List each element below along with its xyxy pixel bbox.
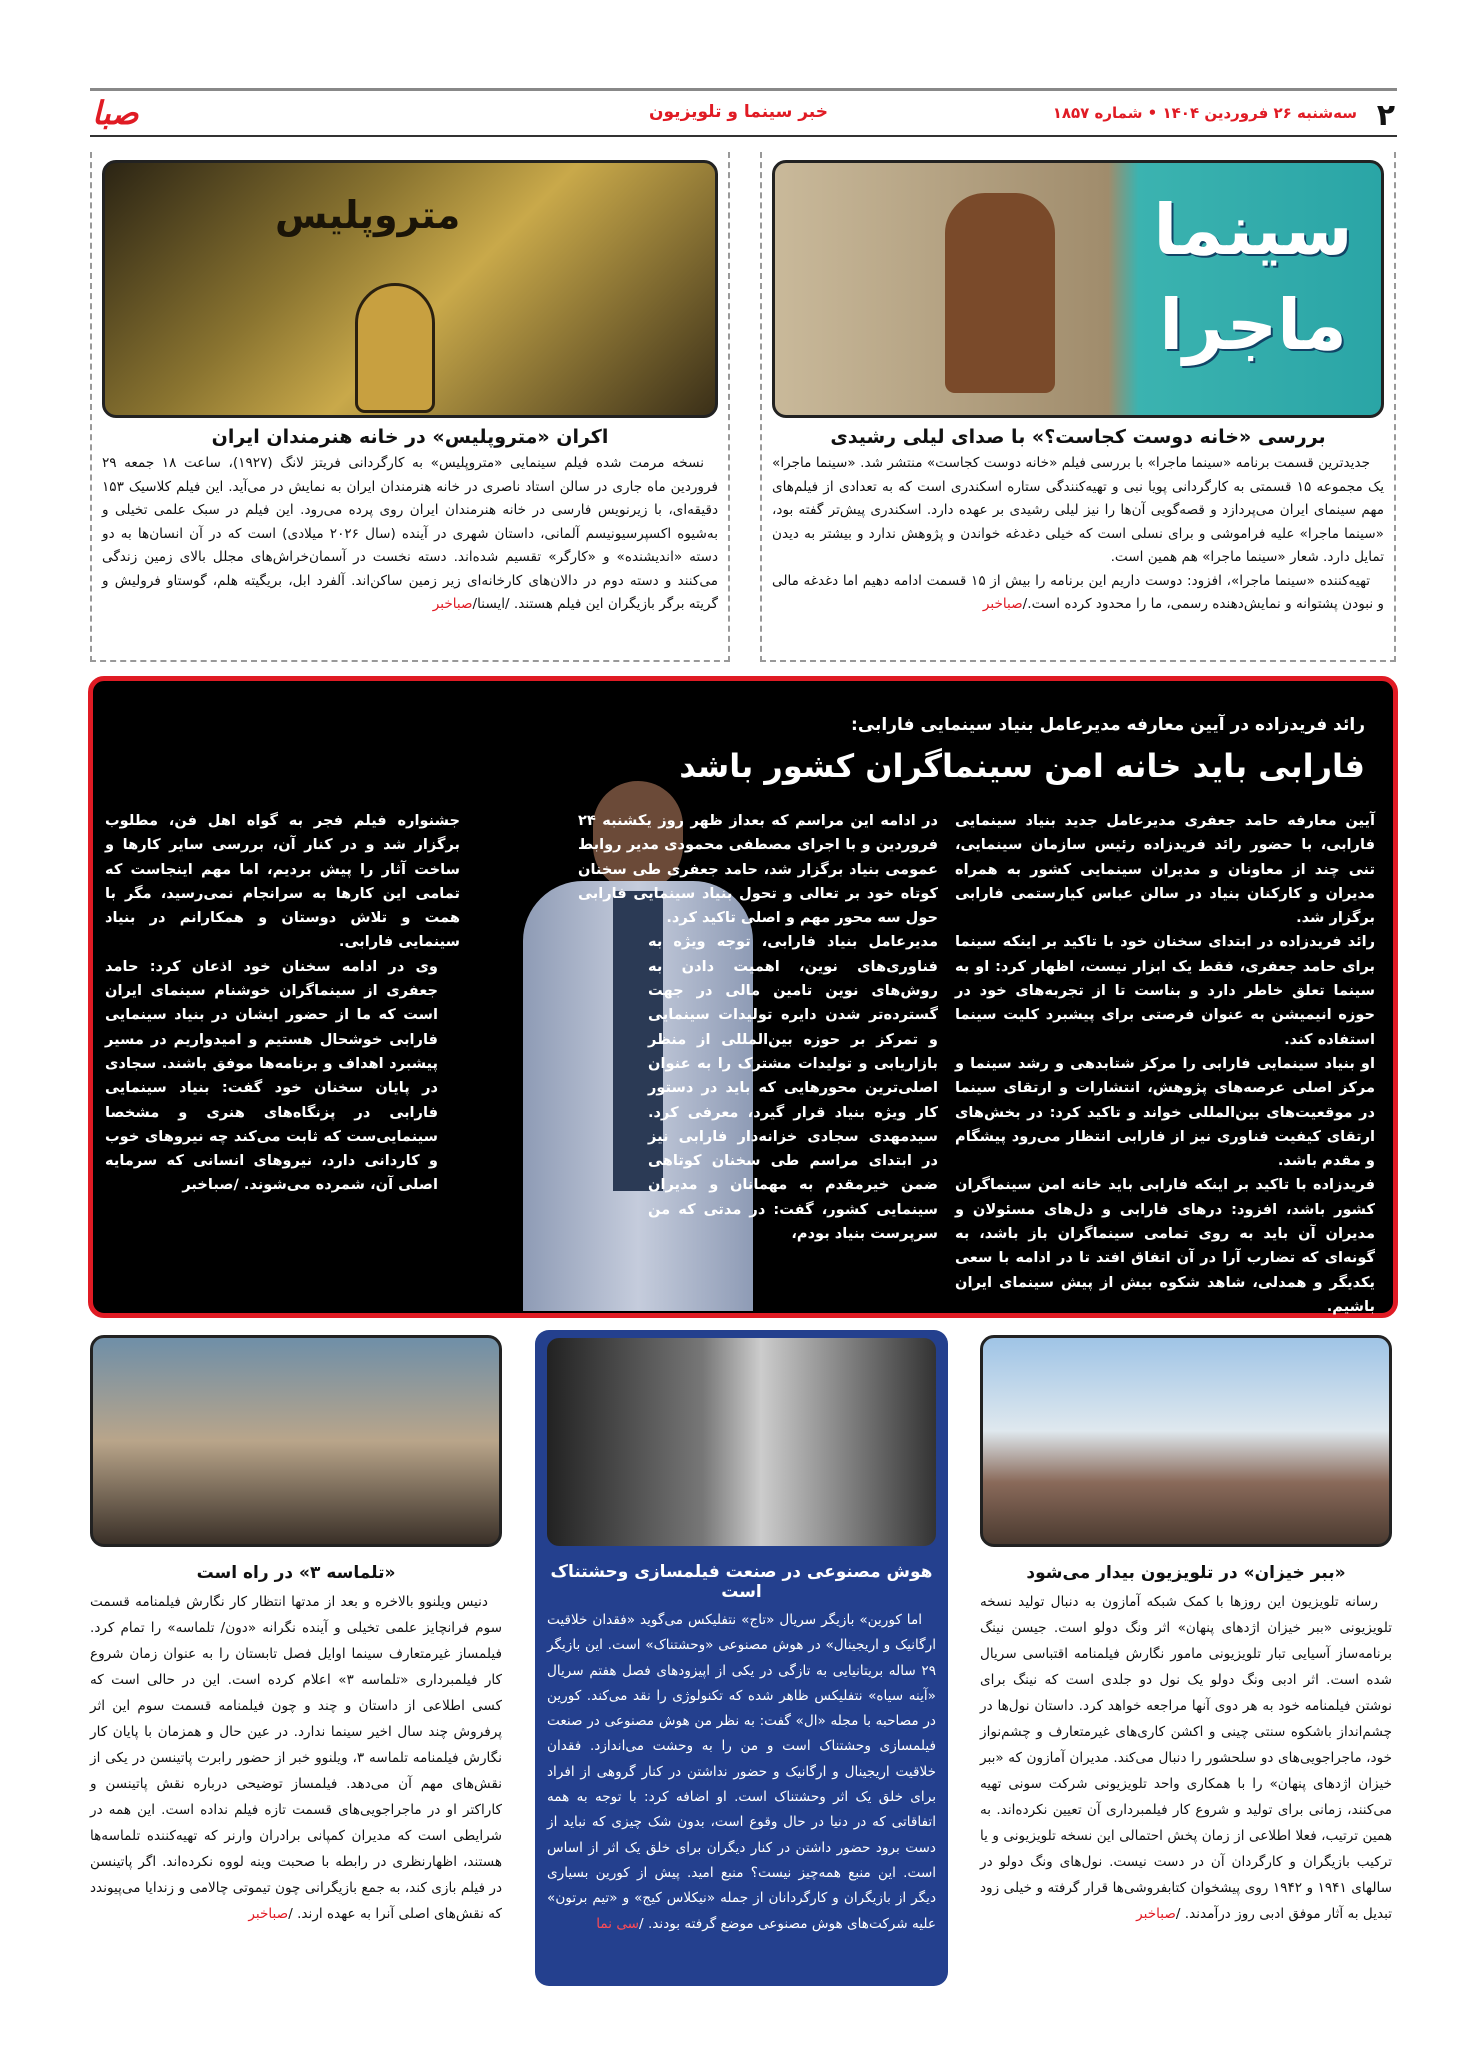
article-title: «تلماسه ۳» در راه است [196,1563,396,1583]
header-bottom-rule [90,135,1397,137]
source-credit: صباخبر [182,1176,234,1194]
paragraph: او بنیاد سینمایی فارابی را مرکز شتابدهی و رشد سینما و مرکز اصلی عرصه‌های پژوهش، انتشارات و ارتقای سینما در موقعیت‌های بین‌المللی خواند و تاکید کرد: در بخش‌های ارتقای کیفیت فناوری نیز از فارابی انتظار می‌رود پیشگام و مقدم باشد. [955,1054,1375,1170]
article-body [90,1589,502,1927]
boy-figure [945,193,1055,393]
crouching-tiger-image [980,1335,1392,1547]
paragraph: دنیس ویلنوو بالاخره و بعد از مدتها انتظار کار نگارش فیلمنامه قسمت سوم فرانچایز علمی تخیلی و آینده نگرانه «دون/ تلماسه» را تمام کرد. فیلمساز غیرمتعارف سینما اوایل فصل تابستان را به عنوان زمان شروع کار فیلمبرداری «تلماسه ۳» اعلام کرده است. این در حالی است که کسی اطلاعی از داستان و چند و چون فیلمنامه قسمت سوم این اثر پرفروش چند سال اخیر سینما ندارد. در عین حال و همزمان با پایان کار نگارش فیلمنامه تلماسه ۳، ویلنوو خبر از حضور رابرت پاتینسن در یکی از نقش‌های مهم آن می‌دهد. فیلمساز توضیحی درباره نقش پاتینسن و کاراکتر او در ماجراجویی‌های قسمت تازه فیلم نداده است. این همه در شرایطی است که مدیران کمپانی برادران وارنر که تهیه‌کننده تلماسه‌ها هستند، اظهارنظری در رابطه با صحبت وینه لووه نکرده‌اند. اگر پاتینسن در فیلم بازی کند، به جمع بازیگرانی چون تیموتی چالامی و زندایا می‌پیوندد که نقش‌های اصلی آنرا به عهده ارند. / [90,1594,502,1922]
metropolis-poster-logo: متروپلیس [275,193,461,237]
feature-column-3 [105,809,460,1198]
issue-date: سه‌شنبه ۲۶ فروردین ۱۴۰۴ • شماره ۱۸۵۷ [1052,104,1357,122]
article-ai [535,1330,948,1986]
paragraph: فریدزاده با تاکید بر اینکه فارابی باید خانه امن سینماگران کشور باشد، افزود: درهای فارابی و دل‌های مسئولان و مدیران آن باید به روی تمامی سینماگران باز باشد، به گونه‌ای که تضارب آرا در آن اتفاق افتد تا در ادامه با سعی یکدیگر و همدلی، شاهد شکوه بیش از پیش سینمای ایران باشیم. [955,1176,1375,1315]
source-credit: صباخبر [248,1906,289,1922]
paragraph: وی در ادامه سخنان خود اذعان کرد: حامد جعفری از سینماگران خوشنام سینمای ایران است که ما از حضور ایشان در بنیاد سینمایی فارابی خوشحال هستیم و امیدواریم در مسیر پیشبرد اهداف و برنامه‌ها موفق باشند. سجادی در پایان سخنان خود گفت: بنیاد سینمایی فارابی در پزنگاه‌های هنری و مشخصا سینمایی‌ست که ثابت می‌کند چه نیروهای خوب و کاردانی دارد، نیروهای انسانی که سرمایه اصلی آن، شمرده می‌شوند. / [105,957,438,1194]
source-credit: صباخبر [1136,1906,1176,1922]
article-title: هوش مصنوعی در صنعت فیلمسازی وحشتناک است [550,1562,933,1602]
paragraph: جشنواره فیلم فجر به گواه اهل فن، مطلوب برگزار شد و در کنار آن، بررسی سایر کارها و ساخت آثار را پیش بردیم، اما مهم اینجاست که تمامی این کارها به سرانجام نمی‌رسید، مگر با همت و تلاش دوستان و همکارانم در بنیاد سینمایی فارابی. [105,812,460,951]
paragraph: اما کورین» بازیگر سریال «تاج» نتفلیکس می‌گوید «فقدان خلاقیت ارگانیک و اریجینال» در هوش مصنوعی «وحشتناک» است. این بازیگر ۲۹ ساله بریتانیایی به تازگی در یکی از اپیزودهای فصل هفتم سریال «آینه سیاه» نتفلیکس ظاهر شده که تکنولوژی را نقد می‌کند. کورین در مصاحبه با مجله «ال» گفت: به نظر من هوش مصنوعی در صنعت فیلمسازی وحشتناک است و من را به وحشت می‌اندازد. فقدان خلاقیت اریجینال و ارگانیک و حضور نداشتن در کنار گروهی از افراد برای خلق یک اثر وحشتناک است. او اضافه کرد: با توجه به همه اتفاقاتی که در دنیا در حال وقوع است، بدون شک چیزی که نباید از دست برود حضور داشتن در کنار دیگران برای خلق یک اثر از اساس است. این منبع همه‌چیز نیست؟ منبع امید. پیش از کورین بسیاری دیگر از بازیگران و کارگردانان از جمله «نیکلاس کیج» و «تیم برتون» علیه شرکت‌های هوش مصنوعی موضع گرفته بودند. / [547,1612,936,1932]
article-body [547,1608,936,1937]
ai-article-image [547,1338,936,1546]
paragraph: رسانه تلویزیون این روزها با کمک شبکه آمازون به دنبال تولید نسخه تلویزیونی «ببر خیزان اژدهای پنهان» اثر ونگ دولو است. جیسن نینگ برنامه‌ساز آسیایی تبار تلویزیونی مامور نگارش فیلمنامه اقتباسی سریال شده است. اثر ادبی ونگ دولو یک نول دو جلدی است که نینگ برای نوشتن فیلمنامه خود به هر دوی آنها مراجعه خواهد کرد. داستان نول‌ها در چشم‌انداز باشکوه سنتی چینی و اکشن کاری‌های غیرمتعارف و چشم‌نواز خود، ماجراجویی‌های دو سلحشور را دنبال می‌کند. مدیران آمازون که «ببر خیزان اژدهای پنهان» را با همکاری واحد تلویزیونی شرکت سونی تهیه می‌کنند، زمانی برای تولید و شروع کار فیلمبرداری آن تعیین نکرده‌اند. به همین ترتیب، فعلا اطلاعی از زمان پخش احتمالی این نسخه تلویزیونی و یا ترکیب بازیگران و کارگردان آن در دست نیست. نول‌های ونگ دولو در سالهای ۱۹۴۱ و ۱۹۴۲ روی پیشخوان کتابفروشی‌ها قرار گرفته و خیلی زود تبدیل به آثار موفق ادبی روز درآمدند. / [980,1594,1392,1922]
feature-kicker: رائد فریدزاده در آیین معارفه مدیرعامل بنیاد سینمایی فارابی: [851,715,1365,735]
dune-poster-image [90,1335,502,1547]
article-title: بررسی «خانه دوست کجاست؟» با صدای لیلی رشیدی [830,426,1326,448]
feature-column-2 [578,809,938,1246]
paragraph: رائد فریدزاده در ابتدای سخنان خود با تاکید بر اینکه سینما برای حامد جعفری، فقط یک ابزار نیست، اظهار کرد: او به سینما تعلق خاطر دارد و بناست تا از تجربه‌های خود در حوزه انیمیشن به عنوان فرصتی برای پیشبرد کلیت سینما استفاده کند. [955,933,1375,1048]
source-credit: سی نما [596,1915,640,1932]
metropolis-poster-image [102,160,718,418]
source-credit: صباخبر [982,596,1023,612]
source-credit: صباخبر [432,596,473,612]
paragraph: آیین معارفه حامد جعفری مدیرعامل جدید بنیاد سینمایی فارابی، با حضور رائد فریدزاده رئیس سازمان سینمایی، تنی چند از معاونان و مدیران سینمایی کشور به همراه مدیران و کارکنان بنیاد در سالن عباس کیارستمی فارابی برگزار شد. [955,812,1375,927]
feature-headline: فارابی باید خانه امن سینماگران کشور باشد [679,747,1365,785]
article-sinema-majara [760,152,1396,662]
section-title: خبر سینما و تلویزیون [649,102,828,122]
header-top-rule [90,88,1397,91]
paragraph: جدیدترین قسمت برنامه «سینما ماجرا» با بررسی فیلم «خانه دوست کجاست» منتشر شد. «سینما ماجرا» یک مجموعه ۱۵ قسمتی به کارگردانی پویا نبی و تهیه‌کنندگی ستاره اسکندری است که به تعدادی از فیلم‌های مهم سینمای ایران می‌پردازد و قصه‌گویی آن‌ها را نیز لیلی رشیدی بر عهده دارد. اسکندری پیش‌تر گفته بود، «سینما ماجرا» علیه فراموشی و برای نسلی است که خیلی دغدغه خواندن و پژوهش ندارد و بیشتر به دیدن تمایل دارد. شعار «سینما ماجرا» هم همین است. [772,455,1384,565]
newspaper-logo: صبا [92,94,139,132]
paragraph: نسخه مرمت شده فیلم سینمایی «متروپلیس» به کارگردانی فریتز لانگ (۱۹۲۷)، ساعت ۱۸ جمعه ۲۹ فروردین ماه جاری در سالن استاد ناصری در خانه هنرمندان ایران به نمایش در می‌آید. این فیلم کلاسیک ۱۵۳ دقیقه‌ای، با زیرنویس فارسی در خانه هنرمندان ایران روی پرده می‌رود. این فیلم در سبک علمی تخیلی و به‌شیوه اکسپرسیونیسم آلمانی، داستان شهری در آینده (سال ۲۰۲۶ میلادی) است که در آن انسان‌ها به دو دسته «اندیشنده» و «کارگر» تقسیم شده‌اند. دسته نخست در آسمان‌خراش‌های مجلل بالای زمین زندگی می‌کنند و دسته دوم در دالان‌های کارخانه‌ای زیر زمین ساکن‌اند. آلفرد ابل، بریگیته هلم، گوستاو فرولیش و گریته برگر بازیگران این فیلم هستند. /ایسنا/ [102,455,718,612]
paragraph: مدیرعامل بنیاد فارابی، توجه ویژه به فناوری‌های نوین، اهمیت دادن به روش‌های نوین تامین مالی در جهت گسترده‌تر شدن دایره تولیدات سینمایی و تمرکز بر حوزه بین‌المللی از منظر بازاریابی و تولیدات مشترک را به عنوان اصلی‌ترین محورهایی که باید در دستور کار ویژه بنیاد قرار گیرد، معرفی کرد. سیدمهدی سجادی خزانه‌دار فارابی نیز در ابتدای مراسم طی سخنان کوتاهی ضمن خیرمقدم به مهمانان و مدیران سینمایی کشور، گفت: در مدتی که من سرپرست بنیاد بودم، [648,933,938,1243]
article-body [772,452,1384,617]
sinema-majara-logo: سینما ماجرا [1153,189,1353,366]
article-title: «ببر خیزان» در تلویزیون بیدار می‌شود [1026,1563,1346,1583]
paragraph: در ادامه این مراسم که بعداز ظهر روز یکشنبه ۲۴ فروردین و با اجرای مصطفی محمودی مدیر روابط عمومی بنیاد برگزار شد، حامد جعفری طی سخنان کوتاه خود بر تعالی و تحول بنیاد سینمایی فارابی حول سه محور مهم و اصلی تاکید کرد. [578,812,938,927]
article-body [980,1589,1392,1927]
article-metropolis [90,152,730,662]
paragraph: تهیه‌کننده «سینما ماجرا»، افزود: دوست داریم این برنامه را بیش از ۱۵ قسمت ادامه دهیم اما دغدغه مالی و نبودن پشتوانه و نمایش‌دهنده رسمی، ما را محدود کرده است./ [772,572,1384,612]
article-dune [90,1335,502,1995]
article-crouching-tiger [980,1335,1392,1995]
article-body [102,452,718,617]
page-number: ۲ [1376,98,1395,133]
feature-column-1 [955,809,1375,1319]
robot-figure [355,283,435,413]
sinema-majara-image [772,160,1384,418]
feature-article [88,676,1398,1318]
article-title: اکران «متروپلیس» در خانه هنرمندان ایران [211,426,609,448]
